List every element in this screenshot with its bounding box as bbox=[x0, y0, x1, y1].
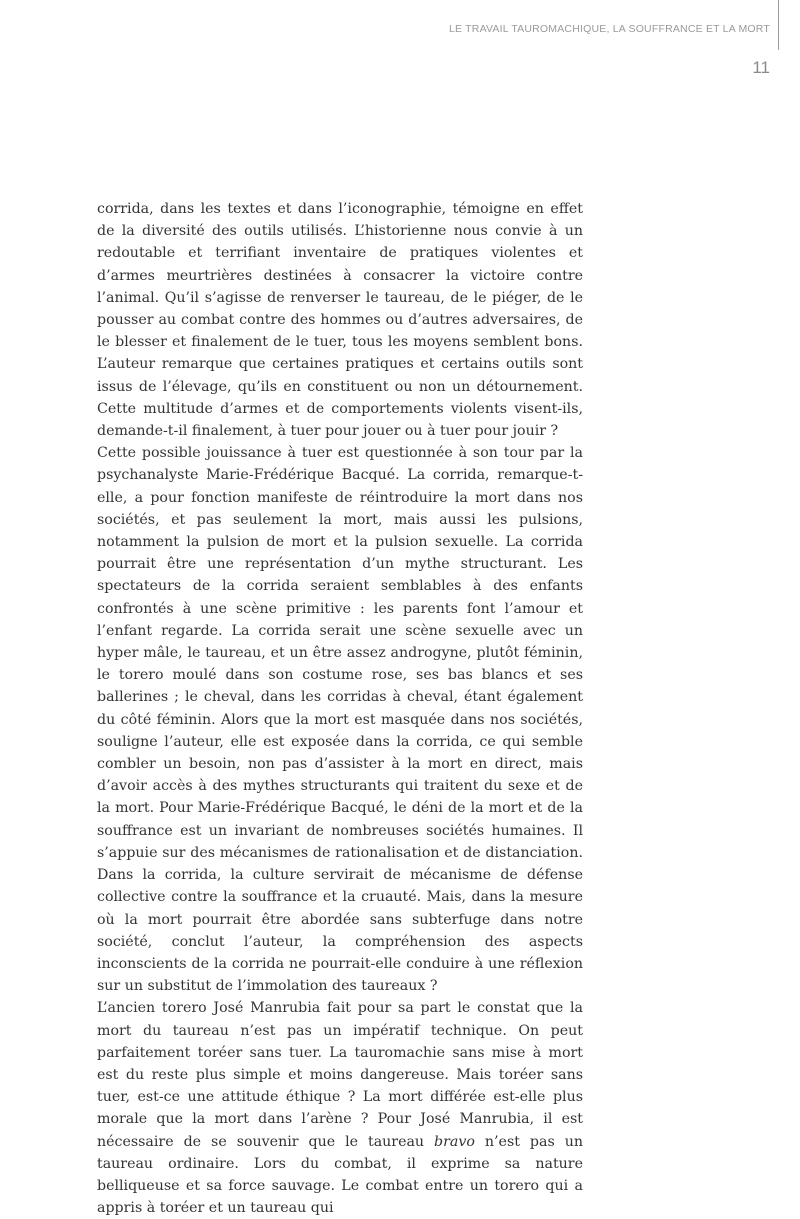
paragraph-3-part-2: n’est pas un taureau ordinaire. Lors du combat, il exprime sa nature belliqueuse et sa force sauvage. Le combat entre un torero qui a appris à toréer et un taureau qui bbox=[97, 1133, 583, 1217]
body-text bbox=[97, 198, 583, 1219]
paragraph-3 bbox=[97, 997, 583, 1219]
header-rule bbox=[778, 0, 779, 50]
paragraph-3-part-1: L’ancien torero José Manrubia fait pour sa part le constat que la mort du taureau n’est pas un impératif technique. On peut parfaitement toréer sans tuer. La tauromachie sans mise à mort est du reste plus simple et moins dangereuse. Mais toréer sans tuer, est-ce une attitude éthique ? La mort différée est-elle plus morale que la mort dans l’arène ? Pour José Manrubia, il est nécessaire de se souvenir que le taureau bbox=[97, 1000, 583, 1150]
italic-term: bravo bbox=[434, 1133, 475, 1150]
page-number: 11 bbox=[752, 58, 770, 77]
running-header: LE TRAVAIL TAUROMACHIQUE, LA SOUFFRANCE ET LA MORT bbox=[449, 23, 770, 35]
paragraph-1: corrida, dans les textes et dans l’iconographie, témoigne en effet de la diversité des outils utilisés. L’historienne nous convie à un redoutable et terrifiant inventaire de pratiques violentes et d’armes meurtrières destinées à consacrer la victoire contre l’animal. Qu’il s’agisse de renverser le taureau, de le piéger, de le pousser au combat contre des hommes ou d’autres adversaires, de le blesser et finalement de le tuer, tous les moyens semblent bons. L’auteur remarque que certaines pratiques et certains outils sont issus de l’élevage, qu’ils en constituent ou non un détournement. Cette multitude d’armes et de comportements violents visent-ils, demande-t-il finalement, à tuer pour jouer ou à tuer pour jouir ? bbox=[97, 201, 583, 440]
paragraph-2: Cette possible jouissance à tuer est questionnée à son tour par la psychanalyste Marie-Frédérique Bacqué. La corrida, remarque-t-elle, a pour fonction manifeste de réintroduire la mort dans nos sociétés, et pas seulement la mort, mais aussi les pulsions, notamment la pulsion de mort et la pulsion sexuelle. La corrida pourrait être une représentation d’un mythe structurant. Les spectateurs de la corrida seraient semblables à des enfants confrontés à une scène primitive : les parents font l’amour et l’enfant regarde. La corrida serait une scène sexuelle avec un hyper mâle, le taureau, et un être assez androgyne, plutôt féminin, le torero moulé dans son costume rose, ses bas blancs et ses ballerines ; le cheval, dans les corridas à cheval, étant également du côté féminin. Alors que la mort est masquée dans nos sociétés, souligne l’auteur, elle est exposée dans la corrida, ce qui semble combler un besoin, non pas d’assister à la mort en direct, mais d’avoir accès à des mythes structurants qui traitent du sexe et de la mort. Pour Marie-Frédérique Bacqué, le déni de la mort et de la souffrance est un invariant de nombreuses sociétés humaines. Il s’appuie sur des mécanismes de rationalisation et de distanciation. Dans la corrida, la culture servirait de mécanisme de défense collective contre la souffrance et la cruauté. Mais, dans la mesure où la mort pourrait être abordée sans subterfuge dans notre société, conclut l’auteur, la compréhension des aspects inconscients de la corrida ne pourrait-elle conduire à une réflexion sur un substitut de l’immolation des taureaux ? bbox=[97, 445, 583, 995]
